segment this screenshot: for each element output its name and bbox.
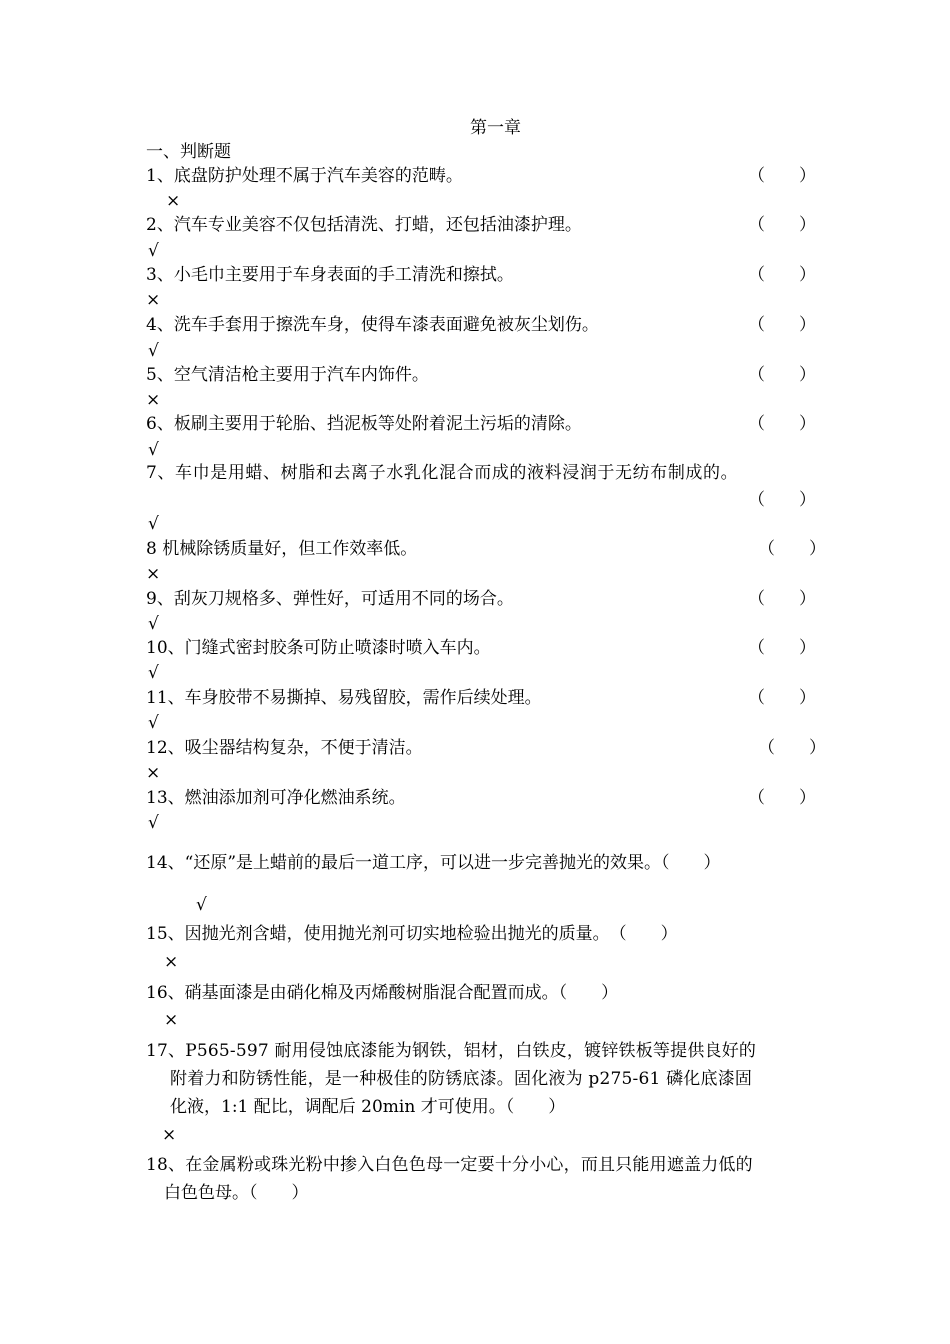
section-heading: 一、判断题 <box>146 142 231 162</box>
answer-blank-13: （ ） <box>748 788 816 808</box>
question-11: 11、车身胶带不易撕掉、易残留胶，需作后续处理。 <box>146 688 542 708</box>
question-14: 14、“还原”是上蜡前的最后一道工序，可以进一步完善抛光的效果。（ ） <box>146 853 721 873</box>
answer-mark-13: √ <box>148 813 159 833</box>
question-18-line-2: 白色色母。（ ） <box>164 1183 309 1203</box>
answer-blank-12: （ ） <box>758 738 826 758</box>
answer-blank-3: （ ） <box>748 265 816 285</box>
question-13: 13、燃油添加剂可净化燃油系统。 <box>146 788 406 808</box>
chapter-title: 第一章 <box>470 118 521 138</box>
question-15: 15、因抛光剂含蜡，使用抛光剂可切实地检验出抛光的质量。 （ ） <box>146 924 678 944</box>
question-5: 5、空气清洁枪主要用于汽车内饰件。 <box>146 365 429 385</box>
answer-blank-4: （ ） <box>748 315 816 335</box>
answer-mark-2: √ <box>148 241 159 261</box>
answer-mark-16: × <box>164 1010 179 1030</box>
question-17-line-2: 附着力和防锈性能，是一种极佳的防锈底漆。固化液为 p275-61 磷化底漆固 <box>170 1069 753 1089</box>
answer-mark-8: × <box>146 564 161 584</box>
answer-mark-17: × <box>162 1125 177 1145</box>
question-10: 10、门缝式密封胶条可防止喷漆时喷入车内。 <box>146 638 491 658</box>
answer-mark-10: √ <box>148 663 159 683</box>
question-12: 12、吸尘器结构复杂，不便于清洁。 <box>146 738 423 758</box>
answer-mark-6: √ <box>148 440 159 460</box>
answer-blank-2: （ ） <box>748 215 816 235</box>
answer-mark-3: × <box>146 290 161 310</box>
question-17-line-1: 17、P565-597 耐用侵蚀底漆能为钢铁，铝材，白铁皮，镀锌铁板等提供良好的 <box>146 1041 757 1061</box>
question-2: 2、汽车专业美容不仅包括清洗、打蜡，还包括油漆护理。 <box>146 215 582 235</box>
answer-blank-1: （ ） <box>748 166 816 186</box>
answer-mark-1: × <box>166 191 181 211</box>
question-1: 1、底盘防护处理不属于汽车美容的范畴。 <box>146 166 463 186</box>
answer-mark-14: √ <box>196 895 207 915</box>
answer-mark-7: √ <box>148 514 159 534</box>
answer-mark-15: × <box>164 952 179 972</box>
question-6: 6、板刷主要用于轮胎、挡泥板等处附着泥土污垢的清除。 <box>146 414 582 434</box>
answer-blank-11: （ ） <box>748 688 816 708</box>
question-18-line-1: 18、在金属粉或珠光粉中掺入白色色母一定要十分小心，而且只能用遮盖力低的 <box>146 1155 753 1175</box>
answer-blank-6: （ ） <box>748 414 816 434</box>
question-3: 3、小毛巾主要用于车身表面的手工清洗和擦拭。 <box>146 265 514 285</box>
answer-blank-9: （ ） <box>748 589 816 609</box>
question-9: 9、刮灰刀规格多、弹性好，可适用不同的场合。 <box>146 589 514 609</box>
question-16: 16、硝基面漆是由硝化棉及丙烯酸树脂混合配置而成。（ ） <box>146 983 619 1003</box>
question-8: 8 机械除锈质量好，但工作效率低。 <box>146 539 418 559</box>
answer-mark-5: × <box>146 390 161 410</box>
answer-blank-5: （ ） <box>748 365 816 385</box>
answer-mark-11: √ <box>148 713 159 733</box>
answer-blank-10: （ ） <box>748 638 816 658</box>
question-7: 7、车巾是用蜡、树脂和去离子水乳化混合而成的液料浸润于无纺布制成的。 <box>146 463 739 483</box>
answer-mark-9: √ <box>148 614 159 634</box>
question-17-line-3: 化液，1:1 配比，调配后 20min 才可使用。（ ） <box>170 1097 566 1117</box>
answer-mark-4: √ <box>148 341 159 361</box>
question-4: 4、洗车手套用于擦洗车身，使得车漆表面避免被灰尘划伤。 <box>146 315 599 335</box>
answer-blank-8: （ ） <box>758 539 826 559</box>
answer-mark-12: × <box>146 763 161 783</box>
answer-blank-7: （ ） <box>748 490 816 510</box>
